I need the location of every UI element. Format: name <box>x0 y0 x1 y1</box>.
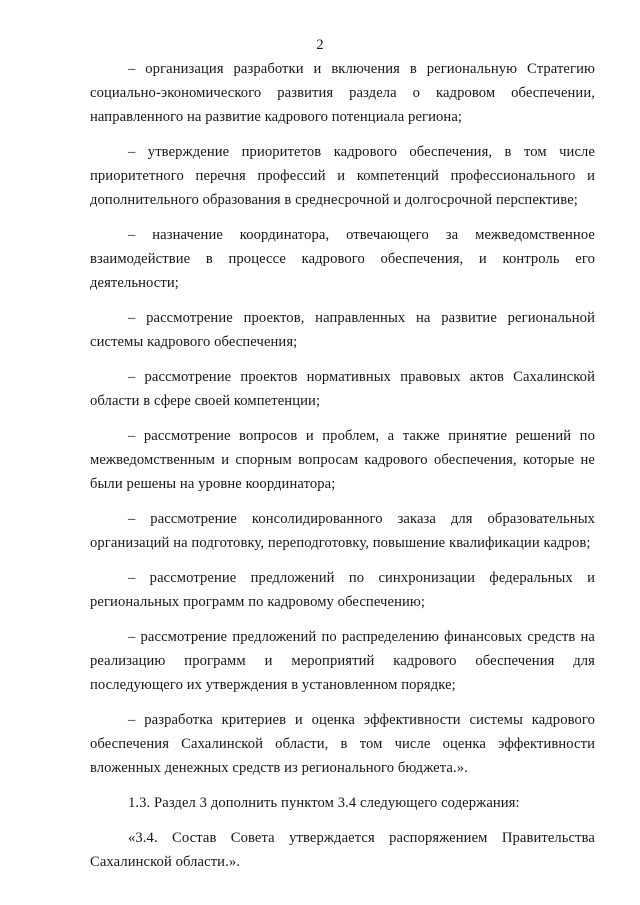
paragraph-funds-distribution: – рассмотрение предложений по распределению финансовых средств на реализацию программ и мероприятий кадрового обеспечения для последующего их утверждения в установленном порядке; <box>90 629 595 693</box>
paragraph-legal-acts-review: – рассмотрение проектов нормативных правовых актов Сахалинской области в сфере своей компетенции; <box>90 369 595 409</box>
paragraph-section-amendment: 1.3. Раздел 3 дополнить пунктом 3.4 следующего содержания: <box>128 795 520 811</box>
paragraph-coordinator-appointment: – назначение координатора, отвечающего за межведомственное взаимодействие в процессе кадрового обеспечения, и контроль его деятельности; <box>90 227 595 291</box>
paragraph-program-synchronization: – рассмотрение предложений по синхронизации федеральных и региональных программ по кадровому обеспечению; <box>90 570 595 610</box>
paragraph-strategy-development: – организация разработки и включения в региональную Стратегию социально-экономического развития раздела о кадровом обеспечении, направленного на развитие кадрового потенциала региона; <box>90 61 595 125</box>
paragraph-council-composition: «3.4. Состав Совета утверждается распоряжением Правительства Сахалинской области.». <box>90 830 595 870</box>
paragraph-staffing-priorities: – утверждение приоритетов кадрового обеспечения, в том числе приоритетного перечня профессий и компетенций профессионального и дополнительного образования в среднесрочной и долгосрочной перспективе; <box>90 144 595 208</box>
paragraph-project-review: – рассмотрение проектов, направленных на развитие региональной системы кадрового обеспечения; <box>90 310 595 350</box>
document-body <box>90 57 595 874</box>
paragraph-efficiency-criteria: – разработка критериев и оценка эффективности системы кадрового обеспечения Сахалинской области, в том числе оценка эффективности вложенных денежных средств из регионального бюджета.». <box>90 712 595 776</box>
paragraph-interagency-issues: – рассмотрение вопросов и проблем, а также принятие решений по межведомственным и спорным вопросам кадрового обеспечения, которые не были решены на уровне координатора; <box>90 428 595 492</box>
page-number: 2 <box>316 37 324 53</box>
paragraph-consolidated-order: – рассмотрение консолидированного заказа для образовательных организаций на подготовку, переподготовку, повышение квалификации кадров; <box>90 511 595 551</box>
